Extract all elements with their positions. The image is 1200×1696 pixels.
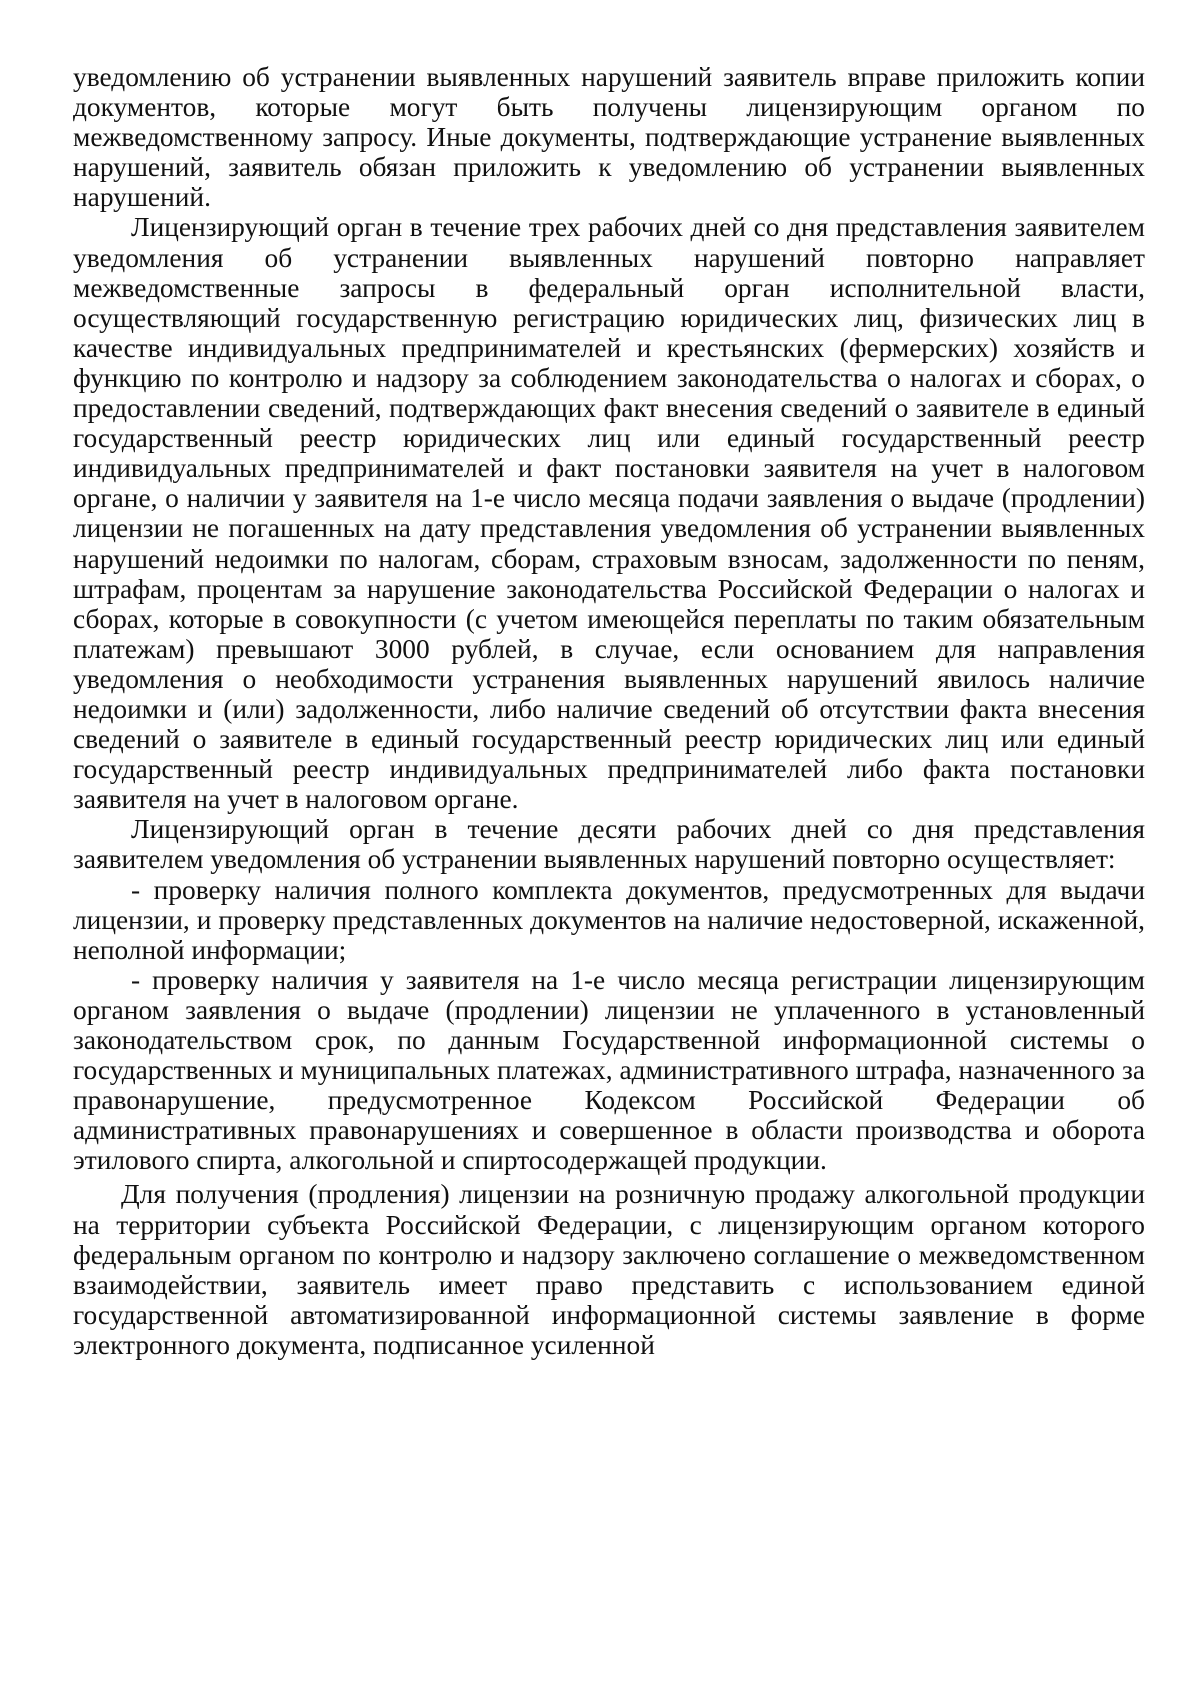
paragraph-electronic-application: Для получения (продления) лицензии на розничную продажу алкогольной продукции на территории субъекта Российской Федерации, с лицензирующим органом которого федеральным органом по контролю и надзору заключено соглашение о межведомственном взаимодействии, заявитель имеет право представить с использованием единой государственной автоматизированной информационной системы заявление в форме электронного документа, подписанное усиленной bbox=[73, 1179, 1145, 1360]
paragraph-repeat-requests: Лицензирующий орган в течение трех рабочих дней со дня представления заявителем уведомления об устранении выявленных нарушений повторно направляет межведомственные запросы в федеральный орган исполнительной власти, осуществляющий государственную регистрацию юридических лиц, физических лиц в качестве индивидуальных предпринимателей и крестьянских (фермерских) хозяйств и функцию по контролю и надзору за соблюдением законодательства о налогах и сборах, о предоставлении сведений, подтверждающих факт внесения сведений о заявителе в единый государственный реестр юридических лиц или единый государственный реестр индивидуальных предпринимателей и факт постановки заявителя на учет в налоговом органе, о наличии у заявителя на 1-е число месяца подачи заявления о выдаче (продлении) лицензии не погашенных на дату представления уведомления об устранении выявленных нарушений недоимки по налогам, сборам, страховым взносам, задолженности по пеням, штрафам, процентам за нарушение законодательства Российской Федерации о налогах и сборах, которые в совокупности (с учетом имеющейся переплаты по таким обязательным платежам) превышают 3000 рублей, в случае, если основанием для направления уведомления о необходимости устранения выявленных нарушений явилось наличие недоимки и (или) задолженности, либо наличие сведений об отсутствии факта внесения сведений о заявителе в единый государственный реестр юридических лиц или единый государственный реестр индивидуальных предпринимателей либо факта постановки заявителя на учет в налоговом органе. bbox=[73, 212, 1145, 815]
document-page bbox=[73, 62, 1145, 1360]
list-item-fine-check: - проверку наличия у заявителя на 1-е число месяца регистрации лицензирующим органом заявления о выдаче (продлении) лицензии не уплаченного в установленный законодательством срок, по данным Государственной информационной системы о государственных и муниципальных платежах, административного штрафа, назначенного за правонарушение, предусмотренное Кодексом Российской Федерации об административных правонарушениях и совершенное в области производства и оборота этилового спирта, алкогольной и спиртосодержащей продукции. bbox=[73, 964, 1145, 1176]
paragraph-continuation: уведомлению об устранении выявленных нарушений заявитель вправе приложить копии документов, которые могут быть получены лицензирующим органом по межведомственному запросу. Иные документы, подтверждающие устранение выявленных нарушений, заявитель обязан приложить к уведомлению об устранении выявленных нарушений. bbox=[73, 62, 1145, 213]
paragraph-repeat-check: Лицензирующий орган в течение десяти рабочих дней со дня представления заявителем уведомления об устранении выявленных нарушений повторно осуществляет: bbox=[73, 814, 1145, 875]
list-item-documents-check: - проверку наличия полного комплекта документов, предусмотренных для выдачи лицензии, и проверку представленных документов на наличие недостоверной, искаженной, неполной информации; bbox=[73, 874, 1145, 965]
